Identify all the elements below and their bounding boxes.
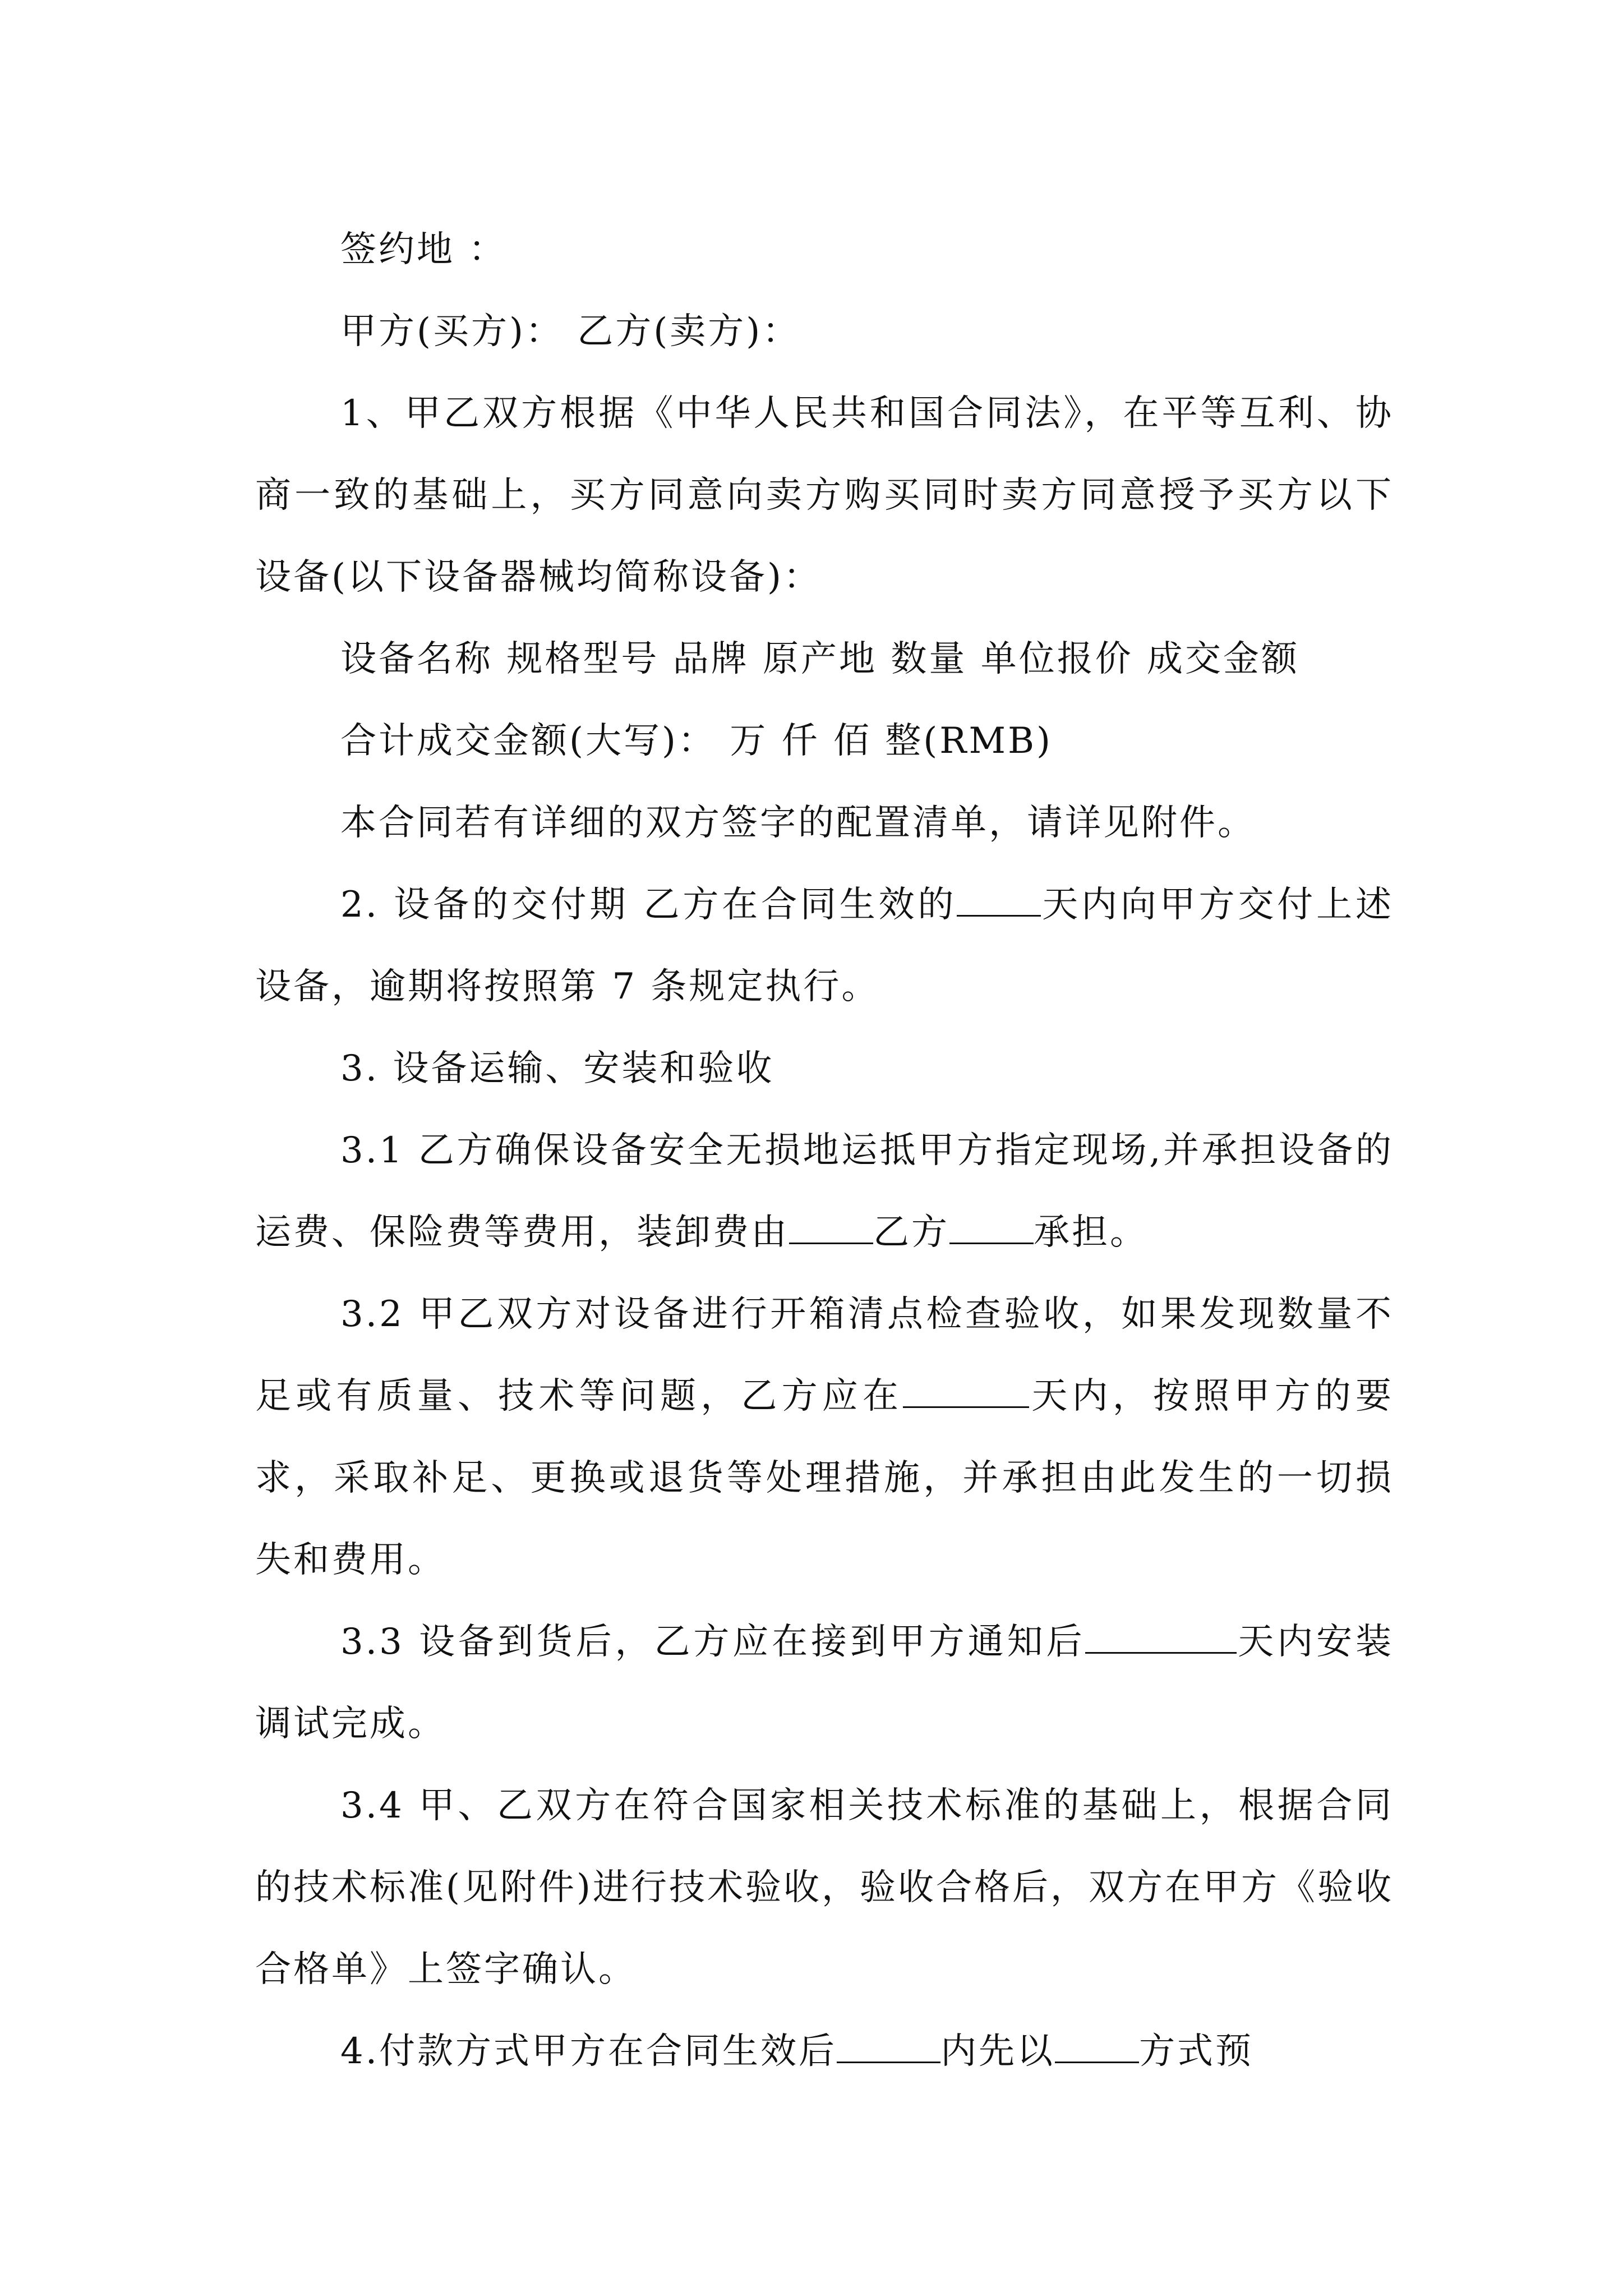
clause-3-2-text-start: 3.2 甲乙双方对设备进行开箱清点检查验收，如果发现数量不足或有质量、技术等问题，乙方应在 xyxy=(255,1294,1394,1417)
clause-3-title: 3. 设备运输、安装和验收 xyxy=(340,1048,774,1089)
equipment-table-header: 设备名称 规格型号 品牌 原产地 数量 单位报价 成交金额 xyxy=(340,638,1300,680)
signing-place: 签约地 ： xyxy=(340,229,507,270)
clause-4-text-end: 方式预 xyxy=(1139,2031,1254,2072)
clause-3-3-text-start: 3.3 设备到货后，乙方应在接到甲方通知后 xyxy=(340,1621,1086,1663)
clause-3-1 xyxy=(255,1110,1394,1273)
clause-4-text-mid: 内先以 xyxy=(940,2031,1055,2072)
handling-fee-blank-right xyxy=(949,1209,1034,1244)
installation-days-blank xyxy=(1085,1618,1237,1654)
attachment-note: 本合同若有详细的双方签字的配置清单，请详见附件。 xyxy=(340,802,1256,844)
clause-3-1-text-start: 3.1 乙方确保设备安全无损地运抵甲方指定现场,并承担设备的运费、保险费等费用，装卸费由 xyxy=(255,1130,1394,1253)
clause-2-text-start: 2. 设备的交付期 乙方在合同生效的 xyxy=(340,884,957,926)
payment-period-blank xyxy=(837,2028,940,2063)
clause-2-text-end: 天内向甲方交付上述设备，逾期将按照第 7 条规定执行。 xyxy=(255,884,1394,1007)
contract-body xyxy=(255,209,1394,2092)
clause-3-2-text-end: 天内，按照甲方的要求，采取补足、更换或退货等处理措施，并承担由此发生的一切损失和费用。 xyxy=(255,1375,1394,1581)
payment-method-blank xyxy=(1055,2028,1139,2063)
clause-3-4: 3.4 甲、乙双方在符合国家相关技术标准的基础上，根据合同的技术标准(见附件)进行技术验收，验收合格后，双方在甲方《验收合格单》上签字确认。 xyxy=(255,1785,1394,1990)
clause-3-1-text-end: 承担。 xyxy=(1034,1212,1148,1253)
clause-3-3-text-end: 天内安装调试完成。 xyxy=(255,1621,1394,1745)
clause-4-text-start: 4.付款方式甲方在合同生效后 xyxy=(340,2031,837,2072)
handling-fee-blank-left xyxy=(789,1209,873,1244)
clause-3-3 xyxy=(255,1601,1394,1765)
clause-3-2 xyxy=(255,1273,1394,1601)
clause-1: 1、甲乙双方根据《中华人民共和国合同法》，在平等互利、协商一致的基础上，买方同意向卖方购买同时卖方同意授予买方以下设备(以下设备器械均简称设备)： xyxy=(255,393,1394,598)
total-amount-line: 合计成交金额(大写)： 万 仟 佰 整(RMB) xyxy=(340,720,1053,762)
parties-line: 甲方(买方)： 乙方(卖方)： xyxy=(340,311,801,352)
clause-2 xyxy=(255,864,1394,1028)
clause-4 xyxy=(255,2010,1394,2092)
clause-3-1-party: 乙方 xyxy=(873,1212,949,1253)
delivery-days-blank xyxy=(957,881,1041,917)
remedy-days-blank xyxy=(903,1373,1029,1408)
